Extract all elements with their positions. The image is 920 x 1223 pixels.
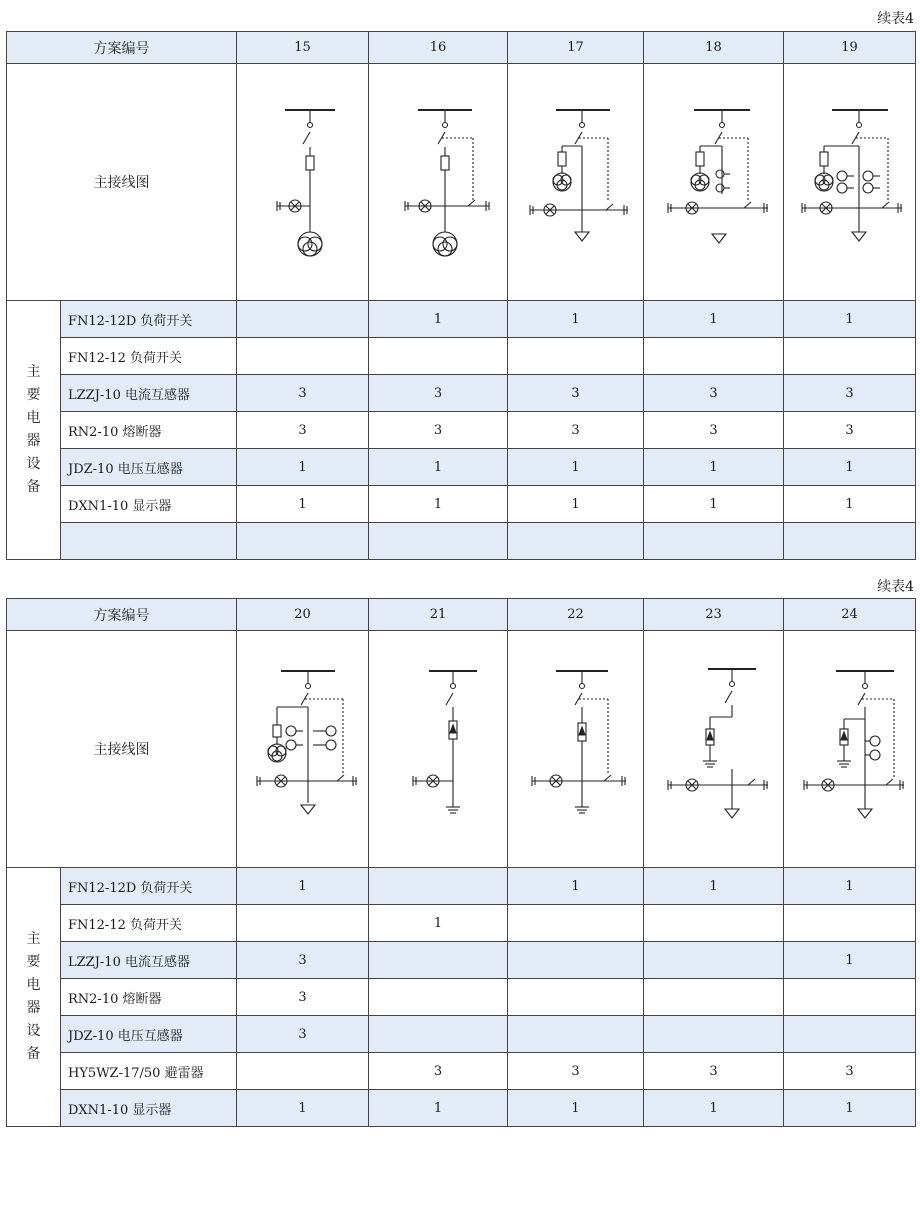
quantity-cell — [237, 1053, 369, 1090]
diagram-row-label: 主接线图 — [7, 64, 237, 301]
equipment-name: DXN1-10 显示器 — [61, 1090, 237, 1127]
wiring-diagram-21 — [369, 631, 508, 868]
quantity-cell: 3 — [644, 1053, 784, 1090]
table-row — [7, 979, 916, 1016]
wiring-diagram-20 — [237, 631, 369, 868]
wiring-diagram-17 — [508, 64, 644, 301]
equipment-name: JDZ-10 电压互感器 — [61, 449, 237, 486]
quantity-cell — [369, 523, 508, 560]
quantity-cell — [508, 942, 644, 979]
quantity-cell — [369, 1016, 508, 1053]
quantity-cell: 3 — [784, 412, 916, 449]
quantity-cell: 1 — [784, 301, 916, 338]
quantity-cell: 3 — [237, 1016, 369, 1053]
wiring-diagram-24 — [784, 631, 916, 868]
wiring-diagram-23 — [644, 631, 784, 868]
quantity-cell: 1 — [784, 868, 916, 905]
table-row — [7, 449, 916, 486]
quantity-cell — [784, 1016, 916, 1053]
quantity-cell: 3 — [784, 375, 916, 412]
table-row — [7, 375, 916, 412]
quantity-cell: 1 — [508, 449, 644, 486]
quantity-cell: 1 — [644, 486, 784, 523]
quantity-cell: 1 — [237, 486, 369, 523]
equipment-name: RN2-10 熔断器 — [61, 979, 237, 1016]
quantity-cell — [644, 523, 784, 560]
scheme-number: 23 — [644, 599, 784, 631]
quantity-cell — [644, 905, 784, 942]
quantity-cell — [508, 338, 644, 375]
scheme-number: 15 — [237, 32, 369, 64]
quantity-cell: 1 — [369, 449, 508, 486]
wiring-diagram-icon — [383, 649, 493, 849]
table-row — [7, 412, 916, 449]
quantity-cell: 3 — [237, 942, 369, 979]
quantity-cell — [644, 942, 784, 979]
quantity-cell: 1 — [784, 1090, 916, 1127]
quantity-cell — [784, 979, 916, 1016]
quantity-cell: 3 — [644, 375, 784, 412]
equipment-name: RN2-10 熔断器 — [61, 412, 237, 449]
wiring-diagram-15 — [237, 64, 369, 301]
equipment-name: DXN1-10 显示器 — [61, 486, 237, 523]
table-row — [7, 1090, 916, 1127]
quantity-cell: 1 — [237, 1090, 369, 1127]
wiring-diagram-icon — [248, 82, 358, 282]
equipment-name: JDZ-10 电压互感器 — [61, 1016, 237, 1053]
quantity-cell: 3 — [369, 375, 508, 412]
wiring-diagram-18 — [644, 64, 784, 301]
quantity-cell — [369, 868, 508, 905]
scheme-table-1 — [6, 31, 916, 560]
quantity-cell: 1 — [369, 486, 508, 523]
quantity-cell — [369, 979, 508, 1016]
equipment-name: FN12-12 负荷开关 — [61, 905, 237, 942]
wiring-diagram-icon — [516, 649, 636, 849]
table-row — [7, 1053, 916, 1090]
wiring-diagram-icon — [383, 82, 493, 282]
quantity-cell: 1 — [508, 1090, 644, 1127]
wiring-diagram-icon — [654, 82, 774, 282]
header-row — [7, 32, 916, 64]
scheme-number: 21 — [369, 599, 508, 631]
scheme-number-header: 方案编号 — [7, 32, 237, 64]
quantity-cell — [369, 338, 508, 375]
scheme-number-header: 方案编号 — [7, 599, 237, 631]
quantity-cell — [508, 905, 644, 942]
quantity-cell: 3 — [237, 375, 369, 412]
quantity-cell: 1 — [508, 301, 644, 338]
equipment-name: FN12-12D 负荷开关 — [61, 301, 237, 338]
continuation-label-2: 续表4 — [877, 579, 914, 595]
scheme-number: 24 — [784, 599, 916, 631]
quantity-cell: 1 — [369, 905, 508, 942]
equipment-name: LZZJ-10 电流互感器 — [61, 375, 237, 412]
scheme-number: 17 — [508, 32, 644, 64]
quantity-cell — [644, 338, 784, 375]
wiring-diagram-19 — [784, 64, 916, 301]
equipment-name: HY5WZ-17/50 避雷器 — [61, 1053, 237, 1090]
quantity-cell — [644, 979, 784, 1016]
quantity-cell: 1 — [369, 301, 508, 338]
continuation-label-1: 续表4 — [877, 11, 914, 27]
quantity-cell — [644, 1016, 784, 1053]
equipment-name: LZZJ-10 电流互感器 — [61, 942, 237, 979]
quantity-cell — [508, 979, 644, 1016]
scheme-number: 18 — [644, 32, 784, 64]
quantity-cell — [508, 523, 644, 560]
quantity-cell: 1 — [644, 1090, 784, 1127]
wiring-diagram-22 — [508, 631, 644, 868]
scheme-number: 22 — [508, 599, 644, 631]
quantity-cell: 1 — [237, 868, 369, 905]
wiring-diagram-icon — [516, 82, 636, 282]
quantity-cell: 3 — [784, 1053, 916, 1090]
wiring-diagram-icon — [788, 82, 912, 282]
quantity-cell: 1 — [508, 868, 644, 905]
scheme-number: 20 — [237, 599, 369, 631]
quantity-cell — [784, 338, 916, 375]
quantity-cell: 3 — [644, 412, 784, 449]
quantity-cell: 1 — [644, 449, 784, 486]
equipment-name — [61, 523, 237, 560]
quantity-cell: 1 — [784, 486, 916, 523]
table-row — [7, 301, 916, 338]
quantity-cell: 3 — [237, 412, 369, 449]
table-row — [7, 1016, 916, 1053]
header-row — [7, 599, 916, 631]
quantity-cell: 3 — [508, 375, 644, 412]
equipment-name: FN12-12 负荷开关 — [61, 338, 237, 375]
scheme-number: 16 — [369, 32, 508, 64]
diagram-row — [7, 64, 916, 301]
table-row — [7, 486, 916, 523]
quantity-cell — [237, 301, 369, 338]
quantity-cell: 3 — [369, 1053, 508, 1090]
wiring-diagram-16 — [369, 64, 508, 301]
wiring-diagram-icon — [243, 649, 363, 849]
quantity-cell: 1 — [644, 868, 784, 905]
table-row — [7, 338, 916, 375]
quantity-cell — [508, 1016, 644, 1053]
table-row — [7, 868, 916, 905]
quantity-cell: 1 — [237, 449, 369, 486]
quantity-cell — [237, 905, 369, 942]
wiring-diagram-icon — [652, 649, 776, 849]
equipment-name: FN12-12D 负荷开关 — [61, 868, 237, 905]
table-row — [7, 942, 916, 979]
scheme-number: 19 — [784, 32, 916, 64]
quantity-cell — [237, 338, 369, 375]
equipment-group-label: 主要电器设备 — [7, 868, 61, 1127]
quantity-cell: 1 — [784, 942, 916, 979]
quantity-cell — [369, 942, 508, 979]
diagram-row-label: 主接线图 — [7, 631, 237, 868]
quantity-cell: 3 — [508, 412, 644, 449]
quantity-cell: 1 — [784, 449, 916, 486]
diagram-row — [7, 631, 916, 868]
table-row — [7, 905, 916, 942]
quantity-cell: 1 — [644, 301, 784, 338]
table-row — [7, 523, 916, 560]
wiring-diagram-icon — [788, 649, 912, 849]
quantity-cell: 3 — [369, 412, 508, 449]
quantity-cell: 3 — [508, 1053, 644, 1090]
quantity-cell: 1 — [508, 486, 644, 523]
scheme-table-2 — [6, 598, 916, 1127]
quantity-cell — [237, 523, 369, 560]
quantity-cell: 3 — [237, 979, 369, 1016]
equipment-group-label: 主要电器设备 — [7, 301, 61, 560]
quantity-cell: 1 — [369, 1090, 508, 1127]
quantity-cell — [784, 523, 916, 560]
quantity-cell — [784, 905, 916, 942]
